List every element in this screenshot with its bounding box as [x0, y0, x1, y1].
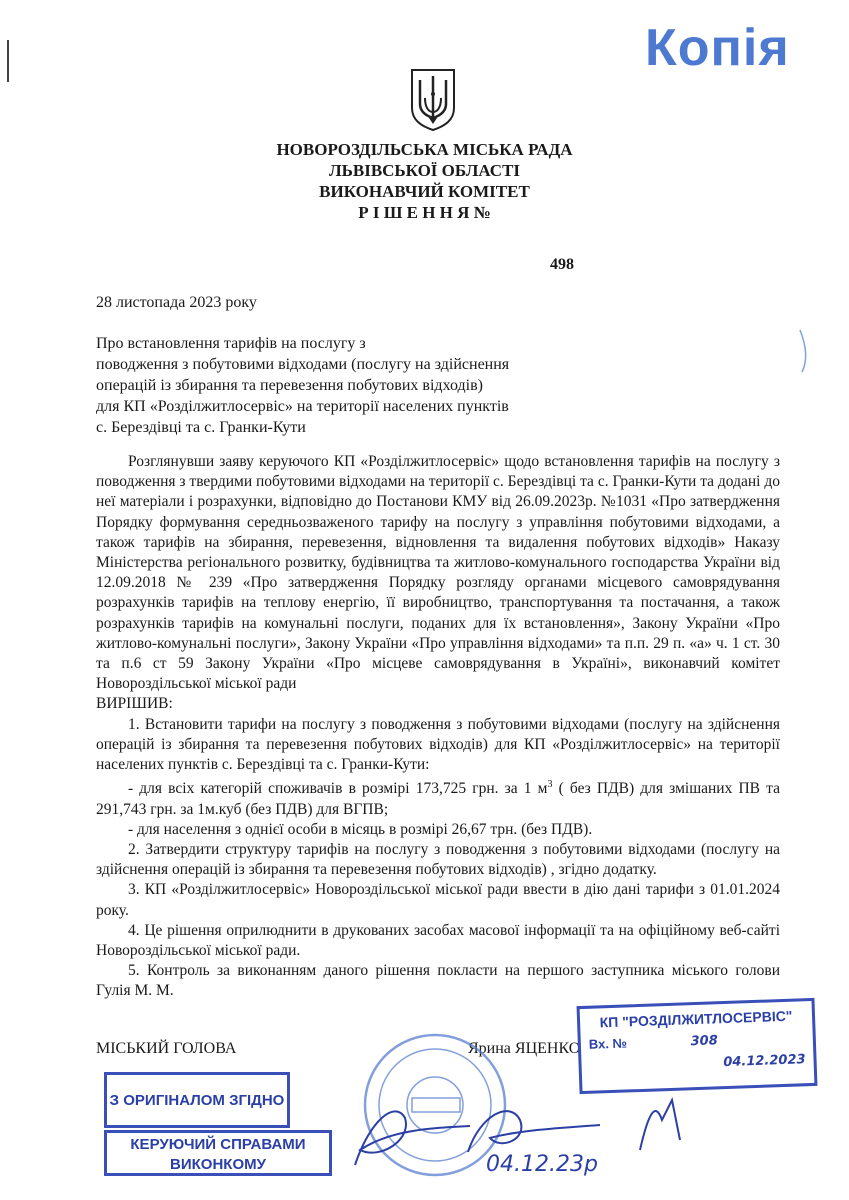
incoming-register-stamp — [577, 998, 818, 1094]
incoming-number: 308 — [690, 1033, 719, 1050]
item-1: 1. Встановити тарифи на послугу з поводження з побутовими відходами (послугу на здійснення операцій із збирання та перевезення побутових відходів) для КП «Розділжитлосервіс» на території населених пунктів с. Берездівці та с. Гранки-Кути: — [96, 715, 780, 774]
council-name: НОВОРОЗДІЛЬСЬКА МІСЬКА РАДА — [276, 140, 573, 159]
item-1-b: - для населення з однієї особи в місяць в розмірі 26,67 трн. (без ПДВ). — [128, 820, 593, 838]
handwritten-date: 04.12.23р — [486, 1152, 598, 1177]
subject-line: Про встановлення тарифів на послугу з — [96, 335, 366, 352]
copy-stamp: Копія — [645, 19, 790, 77]
subject-line: для КП «Розділжитлосервіс» на території населених пунктів — [96, 398, 509, 415]
mayor-title: МІСЬКИЙ ГОЛОВА — [96, 1040, 237, 1057]
original-copy-stamp: З ОРИГІНАЛОМ ЗГІДНО — [104, 1072, 290, 1128]
executive-committee: ВИКОНАВЧИЙ КОМІТЕТ — [319, 182, 530, 201]
incoming-number-row — [589, 1029, 805, 1053]
decision-number: 498 — [550, 256, 574, 273]
manager-stamp-line2: ВИКОНКОМУ — [170, 1156, 266, 1173]
item-4: 4. Це рішення оприлюднити в друкованих засобах масової інформації та на офіційному веб-сайті Новороздільської міської ради. — [96, 921, 780, 960]
decision-heading: Р І Ш Е Н Н Я № — [358, 203, 491, 222]
item-2: 2. Затвердити структуру тарифів на послугу з поводження з побутовими відходами (послугу на здійснення операцій із збирання та перевезення побутових відходів) , згідно додатку. — [96, 841, 780, 879]
kp-stamp-title: КП "РОЗДІЛЖИТЛОСЕРВІС" — [599, 1007, 793, 1031]
resolved-heading: ВИРІШИВ: — [96, 695, 173, 713]
decision-date: 28 листопада 2023 року — [96, 294, 257, 311]
round-seal — [365, 1035, 505, 1175]
mayor-name: Ярина ЯЦЕНКО — [468, 1040, 581, 1057]
subject-line: операцій із збирання та перевезення побутових відходів) — [96, 377, 483, 394]
superscript: 3 — [547, 779, 553, 791]
incoming-date: 04.12.2023 — [723, 1052, 806, 1071]
manager-stamp — [104, 1130, 332, 1176]
manager-stamp-line1: КЕРУЮЧИЙ СПРАВАМИ — [130, 1136, 306, 1153]
incoming-date-row — [589, 1051, 805, 1075]
item-1-a-text: - для всіх категорій споживачів в розмірі 173,725 грн. за 1 м — [128, 780, 548, 798]
item-1-a-rest: ( без ПДВ) для змішаних ПВ та 291,743 грн. за 1м.куб (без ПДВ) для ВГПВ; — [96, 780, 780, 818]
subject-line: поводження з побутовими відходами (послугу на здійснення — [96, 356, 510, 373]
preamble: Розглянувши заяву керуючого КП «Розділжитлосервіс» щодо встановлення тарифів на послугу з поводження з твердими побутовими відходами на території с. Берездівці та с. Гранки-Кути та додані до неї матеріали і розрахунки, відповідно до Постанови КМУ від 26.09.2023р. №1031 «Про затвердження Порядку формування середньозваженого тарифу на послугу з управління побутовими відходами, а також тарифів на збирання, перевезення, відновлення та видалення побутових відходів» Наказу Міністерства регіонального розвитку, будівництва та житлово-комунального господарства України від 12.09.2018 № 239 «Про затвердження Порядку розгляду органами місцевого самоврядування розрахунків тарифів на теплову енергію, її виробництво, транспортування та постачання, а також розрахунків тарифів на комунальні послуги, поданих для їх встановлення», Закону України «Про житлово-комунальні послуги», Закону України «Про управління відходами» та п.п. 29 п. «а» ч. 1 ст. 30 та п.6 ст 59 Закону України «Про місцеве самоврядування в Україні», виконавчий комітет Новороздільської міської ради — [96, 453, 780, 693]
subject-line: с. Берездівці та с. Гранки-Кути — [96, 419, 306, 436]
item-3: 3. КП «Розділжитлосервіс» Новороздільської міської ради ввести в дію дані тарифи з 01.01.2024 року. — [96, 881, 780, 919]
incoming-label: Вх. № — [588, 1035, 628, 1052]
item-5: 5. Контроль за виконанням даного рішення покласти на першого заступника міського голови Гулія М. М. — [96, 962, 780, 1000]
region-name: ЛЬВІВСЬКОЇ ОБЛАСТІ — [328, 161, 521, 180]
